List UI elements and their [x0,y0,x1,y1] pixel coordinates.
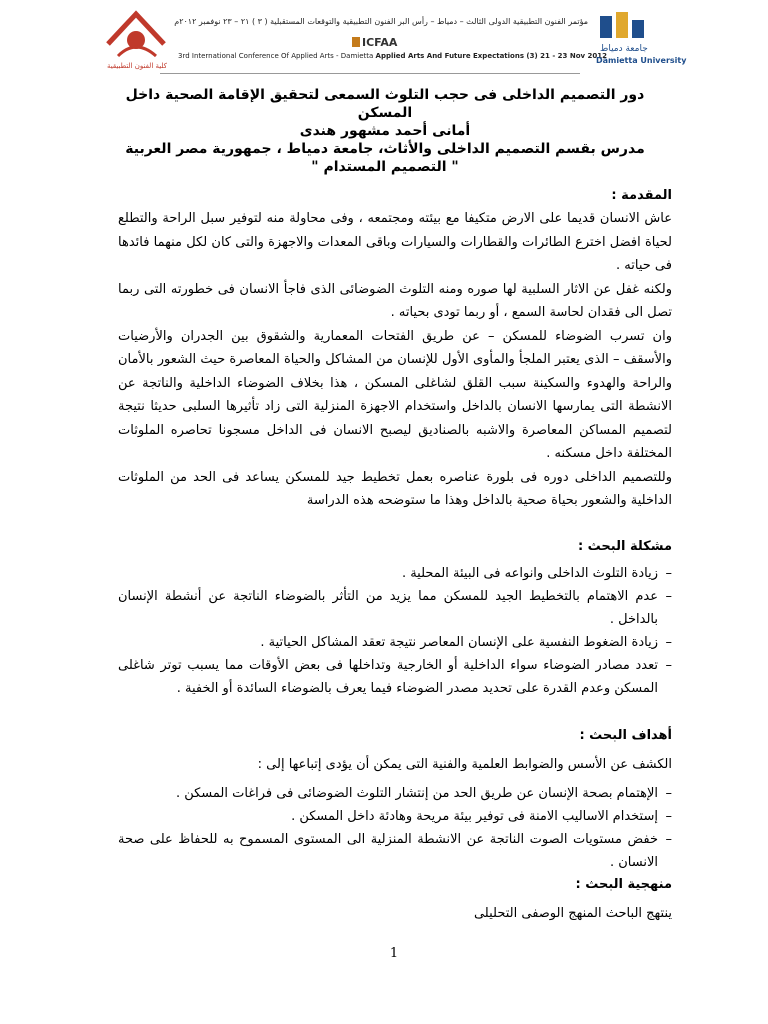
list-item: – تعدد مصادر الضوضاء سواء الداخلية أو الخارجية وتداخلها فى بعض الأوقات مما يسبب توتر شاغلى المسكن وعدم القدرة على تحديد مصدر الضوضاء فيما يعرف بالضوضاء السائدة أو الخفية . [118,654,672,700]
goals-list [118,782,672,874]
conference-title-english [178,52,607,60]
method-text: ينتهج الباحث المنهج الوصفى التحليلى [473,906,672,921]
header-divider [160,73,580,74]
intro-paragraph: ولكنه غفل عن الاثار السلبية لها صوره ومنه التلوث الضوضائى الذى فاجأ الانسان فى خطورته التى ربما تصل الى فقدان لحاسة السمع ، أو ربما تودى بحياته . [118,281,672,320]
paper-body [118,185,672,926]
faculty-logo [100,10,172,68]
goals-intro: الكشف عن الأسس والضوابط العلمية والفنية التى يمكن أن يؤدى إتباعها إلى : [257,756,672,772]
problem-heading: مشكلة البحث : [577,538,672,554]
list-item: – الإهتمام بصحة الإنسان عن طريق الحد من إنتشار التلوث الضوضائى فى فراغات المسكن . [118,782,672,805]
author-name: أمانى أحمد مشهور هندى [299,123,471,139]
university-name-english: Damietta University [596,56,687,65]
intro-paragraph: وان تسرب الضوضاء للمسكن – عن طريق الفتحات المعمارية والشقوق بين الجدران والأرضيات والأسقف – الذى يعتبر الملجأ والمأوى الأول للإنسان من المشاكل والحياة المعاصرة حيث الشعور بالأمان والراحة والهدوء والسكينة سبب القلق لشاغلى المسكن ، هذا بخلاف الضوضاء الداخلية والناتجة عن الانشطة التى يمارسها الانسان بالداخل واستخدام الاجهزة المنزلية التى زاد تأثيرها السلبى حديثا نتيجة لتصميم المساكن المعاصرة والاشبه بالصناديق ليصبح الانسان فى الداخل مسجونا تحاصره الملوثات المختلفة داخل مسكنه . [118,328,672,461]
conference-title-english-pre: 3rd International Conference Of Applied Arts - Damietta [178,52,376,60]
university-logo [590,10,670,62]
faculty-logo-caption: كلية الفنون التطبيقية [106,62,168,70]
icfaa-logo [352,36,397,49]
icfaa-text: ICFAA [362,36,398,49]
author-affiliation: مدرس بقسم التصميم الداخلى والأثاث، جامعة دمياط ، جمهورية مصر العربية [125,141,645,157]
intro-paragraph: وللتصميم الداخلى دوره فى بلورة عناصره بعمل تخطيط جيد للمسكن يساعد فى الحد من الملوثات الداخلية والشعور بحياة صحية بالداخل وهذا ما ستوضحه هذه الدراسة [118,469,672,508]
conference-header [0,0,768,80]
icfaa-mark-icon [352,37,360,47]
problem-list [118,562,672,700]
goals-heading: أهداف البحث : [579,727,672,743]
paper-title-block [100,86,670,176]
intro-paragraph: عاش الانسان قديما على الارض متكيفا مع بيئته ومجتمعه ، وفى محاولة منه لتوفير سبل الراحة والتطلع لحياة افضل اخترع الطائرات والقطارات والسيارات وباقى المعدات والاجهزة والتى كان لكل منهما فائدها فى حياته . [118,211,672,273]
paper-title: دور التصميم الداخلى فى حجب التلوث السمعى لتحقيق الإقامة الصحية داخل المسكن [125,87,645,121]
list-item: – خفض مستويات الصوت الناتجة عن الانشطة المنزلية الى المستوى المسموح به للحفاظ على صحة الانسان . [118,828,672,874]
page-number: 1 [389,946,399,961]
list-item: – زيادة التلوث الداخلى وانواعه فى البيئة المحلية . [118,562,672,585]
list-item: – إستخدام الاساليب الامنة فى توفير بيئة مريحة وهادئة داخل المسكن . [118,805,672,828]
method-heading: منهجية البحث : [575,877,672,892]
list-item: – زيادة الضغوط النفسية على الإنسان المعاصر نتيجة تعقد المشاكل الحياتية . [118,631,672,654]
conference-title-english-bold: Applied Arts And Future Expectations (3) 21 - 23 Nov 2012 [375,52,607,60]
university-name-arabic: جامعة دمياط [600,44,648,54]
list-item: – عدم الاهتمام بالتخطيط الجيد للمسكن مما يزيد من التأثر بالضوضاء الناتجة عن أنشطة الإنسان بالداخل . [118,585,672,631]
conference-title-arabic: مؤتمر الفنون التطبيقية الدولى الثالث – دمياط – رأس البر الفنون التطبيقية والتوقعات المستقبلية ( ٣ ) ٢١ – ٢٣ نوفمبر ٢٠١٢م [174,17,588,26]
intro-heading: المقدمة : [611,188,672,203]
paper-track: " التصميم المستدام " [311,159,459,175]
